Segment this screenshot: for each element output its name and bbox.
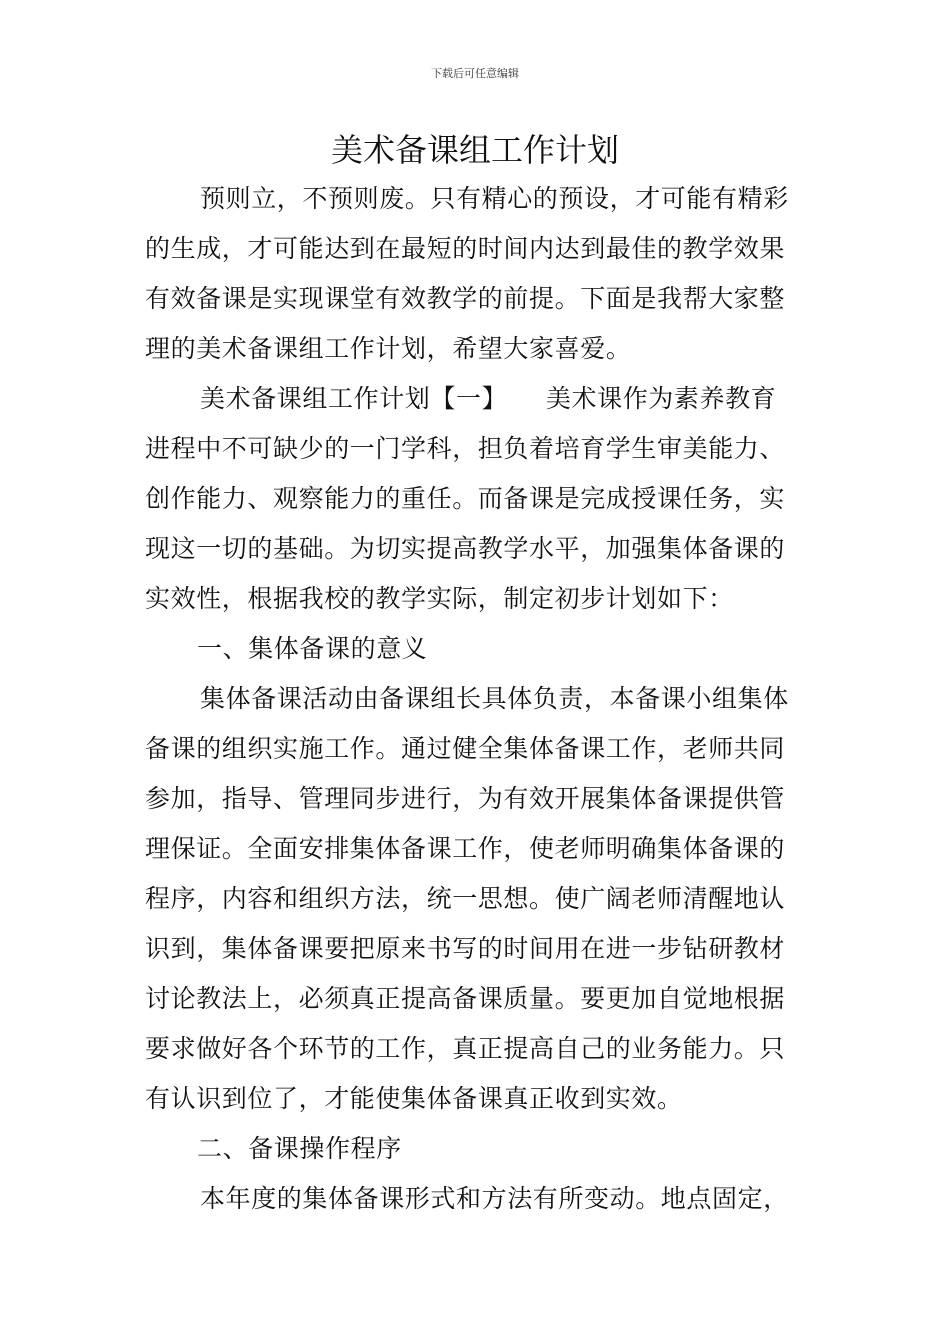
text-line: 美术备课组工作计划【一】 美术课作为素养教育 bbox=[200, 384, 777, 413]
text-line: 理的美术备课组工作计划，希望大家喜爱。 bbox=[145, 334, 632, 363]
document-title: 美术备课组工作计划 bbox=[330, 131, 619, 169]
text-line: 备课的组织实施工作。通过健全集体备课工作，老师共同 bbox=[145, 734, 786, 763]
text-line: 创作能力、观察能力的重任。而备课是完成授课任务，实 bbox=[145, 484, 786, 513]
header-note: 下载后可任意编辑 bbox=[431, 67, 519, 80]
text-line: 本年度的集体备课形式和方法有所变动。地点固定， bbox=[200, 1184, 789, 1213]
text-line: 的生成，才可能达到在最短的时间内达到最佳的教学效果 bbox=[145, 234, 786, 263]
text-line: 讨论教法上，必须真正提高备课质量。要更加自觉地根据 bbox=[145, 984, 786, 1013]
text-line: 预则立，不预则废。只有精心的预设，才可能有精彩 bbox=[200, 184, 789, 213]
text-line: 集体备课活动由备课组长具体负责，本备课小组集体 bbox=[200, 684, 789, 713]
section-heading: 一、集体备课的意义 bbox=[197, 634, 428, 663]
section-heading: 二、备课操作程序 bbox=[197, 1134, 402, 1163]
text-line: 程序，内容和组织方法，统一思想。使广阔老师清醒地认 bbox=[145, 884, 786, 913]
text-line: 理保证。全面安排集体备课工作，使老师明确集体备课的 bbox=[145, 834, 786, 863]
text-line: 有认识到位了，才能使集体备课真正收到实效。 bbox=[145, 1084, 683, 1113]
text-line: 识到，集体备课要把原来书写的时间用在进一步钻研教材 bbox=[145, 934, 786, 963]
text-line: 现这一切的基础。为切实提高教学水平，加强集体备课的 bbox=[145, 534, 786, 563]
text-line: 有效备课是实现课堂有效教学的前提。下面是我帮大家整 bbox=[145, 284, 786, 313]
text-line: 进程中不可缺少的一门学科，担负着培育学生审美能力、 bbox=[145, 434, 786, 463]
text-line: 参加，指导、管理同步进行，为有效开展集体备课提供管 bbox=[145, 784, 786, 813]
text-line: 要求做好各个环节的工作，真正提高自己的业务能力。只 bbox=[145, 1034, 786, 1063]
text-line: 实效性，根据我校的教学实际，制定初步计划如下： bbox=[145, 584, 734, 613]
